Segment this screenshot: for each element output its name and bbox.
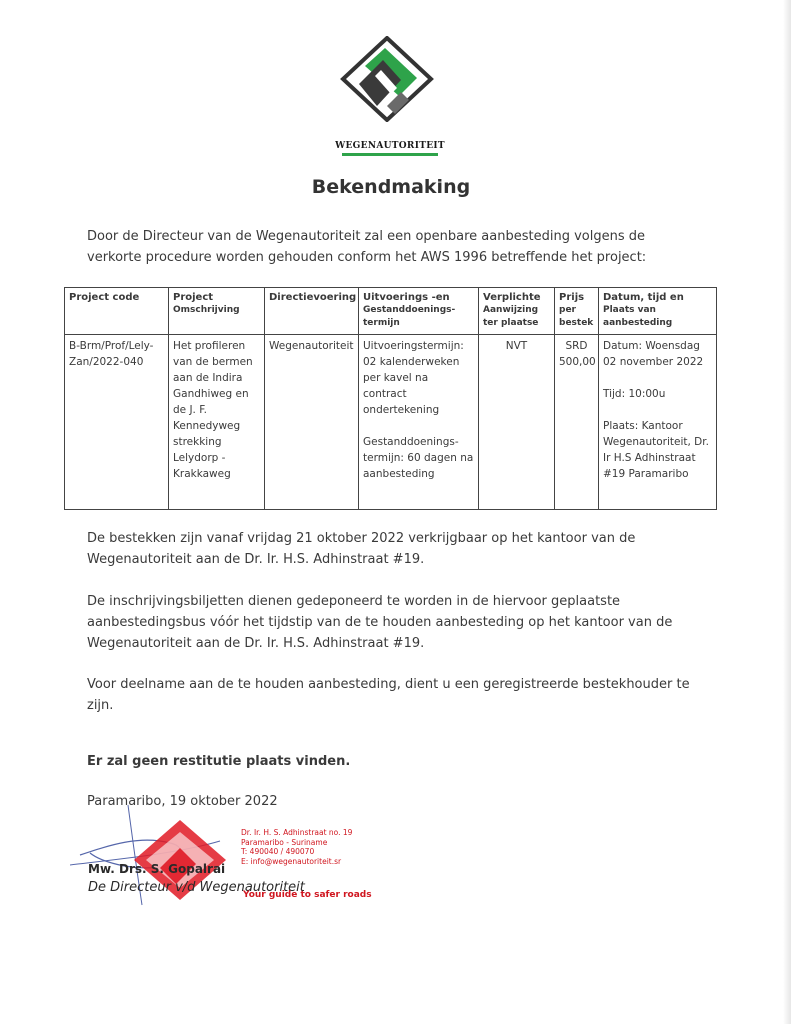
stamp-address	[241, 828, 352, 866]
header-aanwijzing: Verplichte Aanwijzing ter plaatse	[479, 288, 555, 335]
road-diamond-logo-icon	[339, 36, 435, 122]
cell-datum	[599, 335, 717, 510]
gestanddoeningstermijn: Gestanddoenings-termijn: 60 dagen na aanbesteding	[363, 436, 474, 480]
signatory-title: De Directeur v/d Wegenautoriteit	[88, 880, 305, 895]
header-directievoering: Directievoering	[265, 288, 359, 335]
stamp-slogan: Your guide to safer roads	[243, 890, 372, 900]
eligibility-paragraph: Voor deelname aan de te houden aanbesteding, dient u een geregistreerde bestekhouder te zijn.	[87, 677, 690, 713]
org-name: WEGENAUTORITEIT	[335, 141, 445, 151]
stamp-address-line1: Dr. Ir. H. S. Adhinstraat no. 19	[241, 828, 353, 837]
datum-time: Tijd: 10:00u	[603, 388, 666, 400]
cell-uitvoering	[359, 335, 479, 510]
no-refund-notice: Er zal geen restitutie plaats vinden.	[87, 754, 351, 769]
signatory-name: Mw. Drs. S. Gopalrai	[88, 862, 226, 876]
header-project-code: Project code	[65, 288, 169, 335]
header-datum: Datum, tijd en Plaats van aanbesteding	[599, 288, 717, 335]
submission-paragraph: De inschrijvingsbiljetten dienen gedeponeerd te worden in de hiervoor geplaatste aanbestedingsbus vóór het tijdstip van de te houden aanbesteding op het kantoor van de Wegenautoriteit aan de Dr. Ir. H.S. Adhinstraat #19.	[87, 594, 673, 651]
cell-omschrijving: Het profileren van de bermen aan de Indira Gandhiweg en de J. F. Kennedyweg strekking Lelydorp - Krakkaweg	[169, 335, 265, 510]
cell-aanwijzing: NVT	[479, 335, 555, 510]
stamp-address-line2: Paramaribo - Suriname	[241, 837, 328, 847]
table-row	[65, 335, 717, 510]
header-uitvoering: Uitvoerings -en Gestanddoenings-termijn	[359, 288, 479, 335]
place-date: Paramaribo, 19 oktober 2022	[87, 794, 278, 809]
cell-directievoering: Wegenautoriteit	[265, 335, 359, 510]
page-edge-shadow	[783, 0, 791, 1024]
table-header-row	[65, 288, 717, 335]
datum-date: Datum: Woensdag 02 november 2022	[603, 340, 704, 368]
stamp-email: E: info@wegenautoriteit.sr	[241, 856, 342, 866]
cell-project-code: B-Brm/Prof/Lely-Zan/2022-040	[65, 335, 169, 510]
datum-place: Plaats: Kantoor Wegenautoriteit, Dr. Ir H.S Adhinstraat #19 Paramaribo	[603, 420, 709, 480]
brand-underline	[342, 153, 438, 156]
header-prijs: Prijs per bestek	[555, 288, 599, 335]
project-table	[64, 287, 717, 510]
header-omschrijving: Project Omschrijving	[169, 288, 265, 335]
cell-prijs: SRD 500,00	[555, 335, 599, 510]
intro-paragraph: Door de Directeur van de Wegenautoriteit zal een openbare aanbesteding volgens de verkorte procedure worden gehouden conform het AWS 1996 betreffende het project:	[87, 229, 647, 265]
document-title: Bekendmaking	[311, 176, 471, 198]
availability-paragraph: De bestekken zijn vanaf vrijdag 21 oktober 2022 verkrijgbaar op het kantoor van de Wegenautoriteit aan de Dr. Ir. H.S. Adhinstraat #19.	[87, 531, 636, 567]
stamp-phone: T: 490040 / 490070	[241, 847, 315, 856]
uitvoeringstermijn: Uitvoeringstermijn: 02 kalenderweken per kavel na contract ondertekening	[363, 340, 464, 416]
